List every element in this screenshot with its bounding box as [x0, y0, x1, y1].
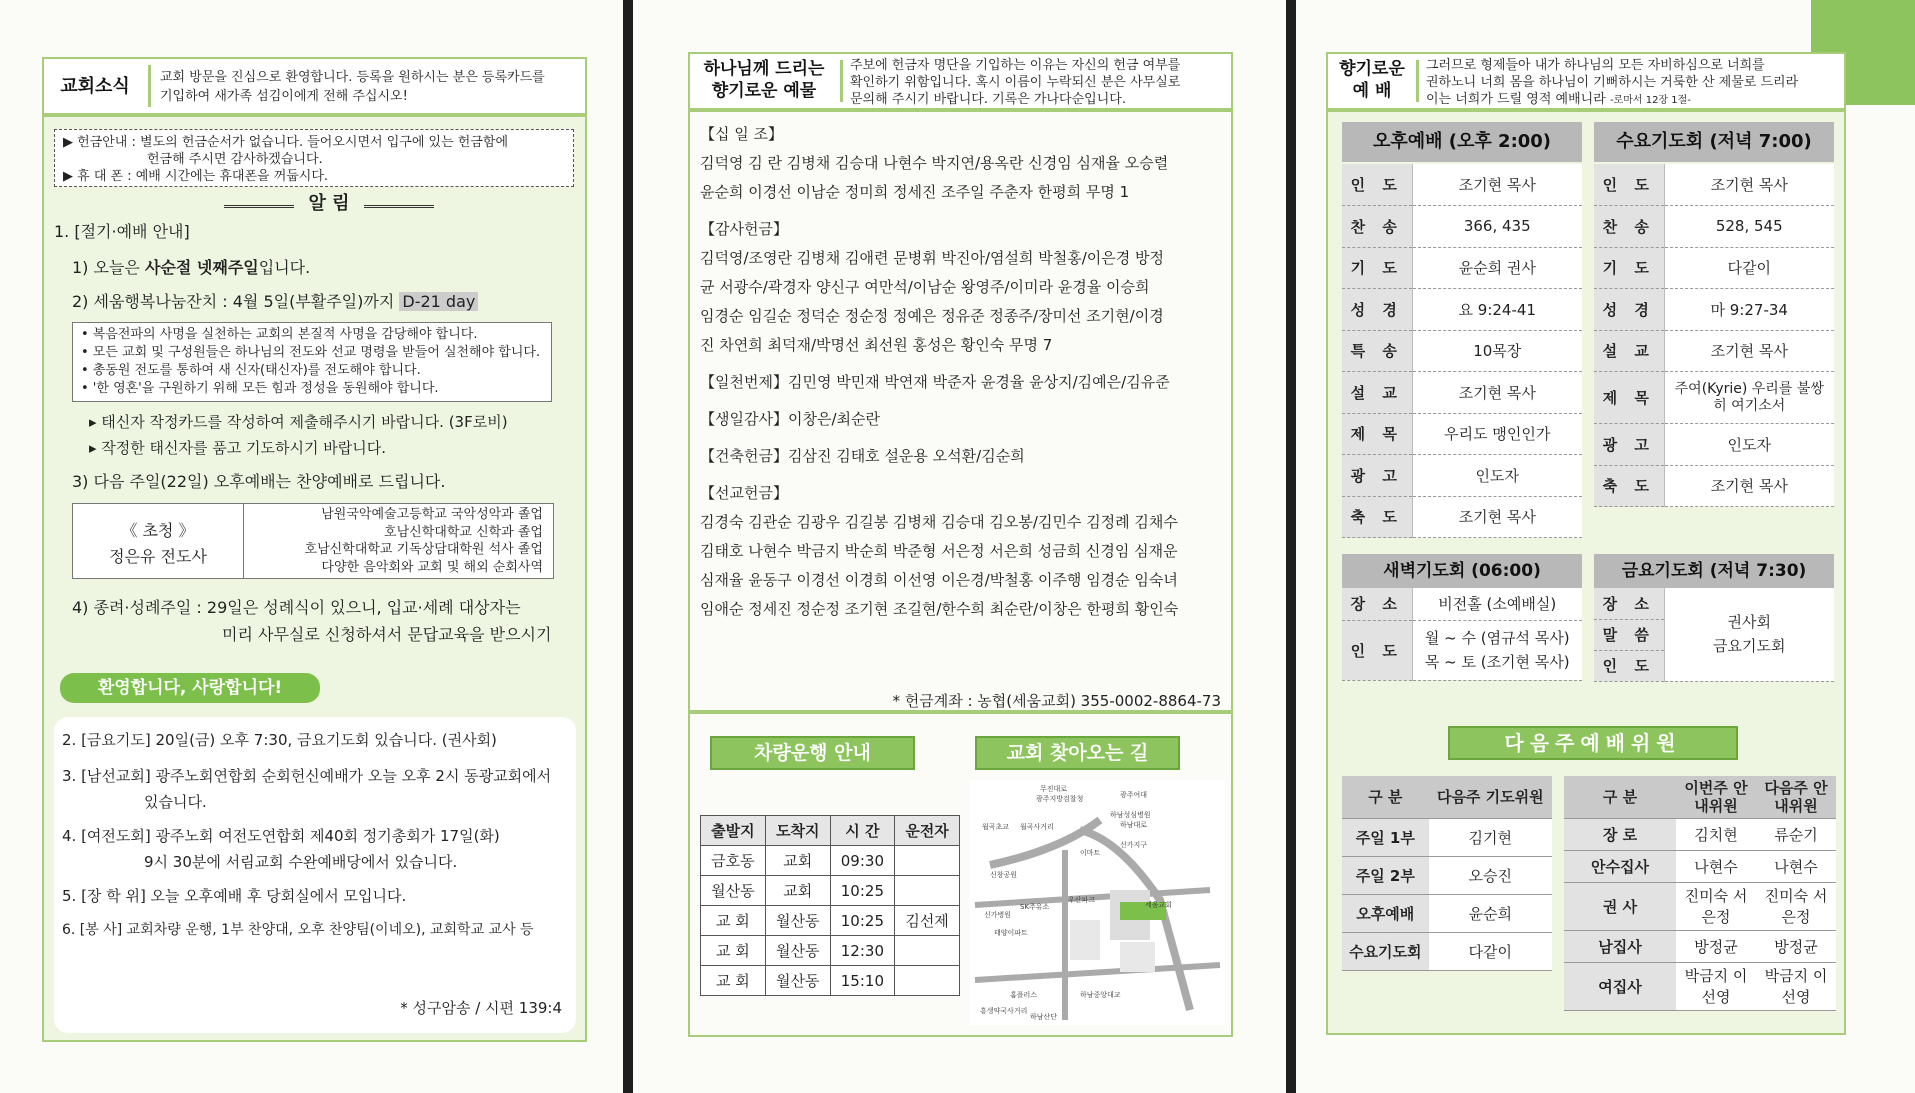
prayer-row — [1342, 894, 1552, 932]
usher-label: 권 사 — [1564, 882, 1676, 930]
offering-header-text-1: 주보에 헌금자 명단을 기입하는 이유는 자신의 헌금 여부를 — [850, 58, 1181, 73]
news-body — [42, 115, 587, 1042]
verse-text: 이는 너희가 드릴 영적 예배니라 — [1426, 92, 1606, 107]
invite-line-4: 다양한 음악회와 교회 및 해외 순회사역 — [321, 559, 543, 575]
usher-label: 남집사 — [1564, 930, 1676, 962]
pm-value: 윤순희 권사 — [1412, 247, 1582, 289]
item1-1 — [72, 259, 310, 277]
usher-row — [1564, 962, 1836, 1010]
prayer-value: 윤순희 — [1429, 894, 1552, 932]
offering-title-1: 하나님께 드리는 — [703, 59, 825, 79]
pm-label: 성 경 — [1342, 289, 1412, 331]
bus-cell: 금호동 — [701, 846, 766, 876]
notice-box — [54, 129, 574, 187]
offering-names: 김삼진 김태호 설운용 오석환/김순희 — [787, 447, 1025, 465]
item1-1-pre: 1) 오늘은 — [72, 258, 145, 277]
bus-cell: 교 회 — [701, 966, 766, 996]
dawn-row — [1342, 620, 1582, 680]
friday-prayer-table — [1594, 588, 1834, 682]
fri-value — [1664, 588, 1834, 681]
dawn-label: 장 소 — [1342, 588, 1412, 620]
map-label: 월곡사거리 — [1020, 823, 1054, 831]
offering-group-title: 【감사헌금】 — [700, 220, 788, 238]
wed-value: 다같이 — [1664, 247, 1834, 289]
invite-label-1: 《 초청 》 — [121, 521, 195, 540]
offering-names: 진 차연희 최덕재/박명선 최선원 홍성은 황인숙 무명 7 — [700, 336, 1053, 354]
notice-line-1: ▶ 헌금안내 : 별도의 헌금순서가 없습니다. 들어오시면서 입구에 있는 헌금함에 — [63, 135, 508, 150]
pm-row — [1342, 372, 1582, 414]
dawn-label: 인 도 — [1342, 620, 1412, 680]
offering-title-2: 향기로운 예물 — [711, 81, 817, 101]
pm-row — [1342, 206, 1582, 248]
bus-row — [701, 846, 960, 876]
bus-cell: 월산동 — [765, 906, 830, 936]
map-label: 흥생약국사거리 — [980, 1007, 1028, 1015]
wed-row — [1594, 164, 1834, 206]
dawn-lead-2: 목 ~ 토 (조기현 목사) — [1424, 653, 1570, 671]
usher-label: 장 로 — [1564, 818, 1676, 850]
usher-this: 나현수 — [1676, 850, 1756, 882]
map-label: 신가지구 — [1120, 841, 1148, 849]
news-item-6: 6. [봉 사] 교회차량 운행, 1부 찬양대, 오후 찬양팀(이네오), 교회학교 교사 등 — [62, 922, 534, 938]
usher-col-this: 이번주 안내위원 — [1676, 776, 1756, 818]
usher-label: 안수집사 — [1564, 850, 1676, 882]
wed-value: 조기현 목사 — [1664, 465, 1834, 507]
mission-bullets — [72, 322, 552, 402]
usher-next: 진미숙 서은정 — [1756, 882, 1836, 930]
bus-cell: 교회 — [765, 846, 830, 876]
news-header — [42, 57, 587, 115]
arrow-2: ▸ 작정한 태신자를 품고 기도하시기 바랍니다. — [89, 439, 386, 457]
prayer-row — [1342, 932, 1552, 970]
item1-title: 1. [절기·예배 안내] — [54, 222, 190, 241]
news-item-4-cont: 9시 30분에 서림교회 수완예배당에서 있습니다. — [144, 853, 458, 871]
usher-this: 김치현 — [1676, 818, 1756, 850]
pm-value: 인도자 — [1412, 455, 1582, 497]
dawn-lead-1: 월 ~ 수 (염규석 목사) — [1424, 629, 1570, 647]
bus-row — [701, 966, 960, 996]
friday-prayer-title: 금요기도회 (저녁 7:30) — [1594, 554, 1834, 588]
invite-box — [72, 503, 554, 579]
offering-names: 임경순 임길순 정덕순 정순정 정예은 정유준 정종주/장미선 조기현/이경 — [700, 307, 1164, 325]
panel-worship — [1296, 0, 1915, 1093]
map-label: 세움교회 — [1145, 901, 1173, 909]
bus-cell: 12:30 — [830, 936, 895, 966]
bus-cell: 10:25 — [830, 876, 895, 906]
map-label: 태양이파트 — [994, 929, 1028, 937]
usher-row — [1564, 818, 1836, 850]
offering-names: 심재율 윤동구 이경선 이경희 이선영 이은경/박철홍 이주행 임경순 임숙녀 — [700, 571, 1178, 589]
wed-row — [1594, 247, 1834, 289]
offering-header — [688, 52, 1233, 110]
usher-col-next: 다음주 안내위원 — [1756, 776, 1836, 818]
item1-2-text: 2) 세움행복나눔잔치 : 4월 5일(부활주일)까지 — [72, 292, 400, 311]
pm-label: 광 고 — [1342, 455, 1412, 497]
pm-row — [1342, 496, 1582, 538]
bullet-3: • 총동원 전도를 통하여 새 신자(태신자)를 전도해야 합니다. — [81, 363, 421, 378]
prayer-col-next: 다음주 기도위원 — [1429, 776, 1552, 818]
offering-group — [700, 120, 1220, 207]
offering-group-title: 【선교헌금】 — [700, 484, 788, 502]
usher-next: 박금지 이선영 — [1756, 962, 1836, 1010]
bus-row — [701, 876, 960, 906]
bus-cell: 10:25 — [830, 906, 895, 936]
wed-value: 528, 545 — [1664, 206, 1834, 248]
invite-line-1: 남원국악예술고등학교 국악성악과 졸업 — [321, 507, 543, 522]
next-week-staff-title: 다음주예배위원 — [1448, 726, 1738, 760]
map-title: 교회 찾아오는 길 — [975, 736, 1180, 770]
bullet-1: • 복음전파의 사명을 실천하는 교회의 본질적 사명을 감당해야 합니다. — [81, 327, 478, 342]
pm-label: 특 송 — [1342, 330, 1412, 372]
transport-section — [688, 712, 1233, 1037]
usher-col-kind: 구 분 — [1564, 776, 1676, 818]
offering-names: 이창은/최순란 — [787, 410, 880, 428]
dawn-prayer-title: 새벽기도회 (06:00) — [1342, 554, 1582, 588]
bus-cell — [895, 936, 960, 966]
usher-row — [1564, 882, 1836, 930]
bus-table — [700, 815, 960, 996]
offering-list — [700, 120, 1220, 632]
wed-value: 인도자 — [1664, 424, 1834, 466]
item1-4a: 4) 종려·성례주일 : 29일은 성례식이 있으니, 입교·세례 대상자는 — [72, 598, 521, 617]
pm-value: 366, 435 — [1412, 206, 1582, 248]
map-label: 이마트 — [1080, 849, 1101, 857]
prayer-value: 김기현 — [1429, 818, 1552, 856]
offering-names: 김경숙 김관순 김광우 김길봉 김병채 김승대 김오봉/김민수 김정례 김채수 — [700, 513, 1178, 531]
offering-names: 김민영 박민재 박연재 박준자 윤경율 윤상지/김예은/김유준 — [787, 373, 1170, 391]
dawn-value: 비전홀 (소예배실) — [1412, 588, 1582, 620]
prayer-label: 오후예배 — [1342, 894, 1429, 932]
bus-row — [701, 906, 960, 936]
church-map — [970, 780, 1225, 1025]
item1-2 — [72, 293, 478, 311]
map-label: 광주지방검찰청 — [1036, 795, 1084, 803]
welcome-badge: 환영합니다, 사랑합니다! — [60, 673, 320, 703]
usher-label: 여집사 — [1564, 962, 1676, 1010]
bus-cell: 월산동 — [765, 966, 830, 996]
news-item-3-cont: 있습니다. — [144, 793, 207, 811]
invite-line-2: 호남신학대학교 신학과 졸업 — [384, 524, 543, 540]
pm-label: 제 목 — [1342, 413, 1412, 455]
bus-title: 차량운행 안내 — [710, 736, 915, 770]
map-label: 무진대로 — [1040, 785, 1068, 793]
bus-cell — [895, 846, 960, 876]
pm-row — [1342, 247, 1582, 289]
wed-label: 인 도 — [1594, 164, 1664, 206]
pm-value: 우리도 맹인인가 — [1412, 413, 1582, 455]
prayer-value: 다같이 — [1429, 932, 1552, 970]
pm-row — [1342, 413, 1582, 455]
bus-table-header — [701, 816, 960, 846]
pm-value: 요 9:24-41 — [1412, 289, 1582, 331]
news-header-text-1: 교회 방문을 진심으로 환영합니다. 등록을 원하시는 분은 등록카드를 — [160, 70, 545, 85]
fri-label: 인 도 — [1594, 650, 1664, 681]
usher-this: 박금지 이선영 — [1676, 962, 1756, 1010]
prayer-team-table — [1342, 776, 1552, 971]
pm-row — [1342, 289, 1582, 331]
wed-label: 설 교 — [1594, 330, 1664, 372]
wed-value: 조기현 목사 — [1664, 164, 1834, 206]
wed-label: 성 경 — [1594, 289, 1664, 331]
usher-next: 방정균 — [1756, 930, 1836, 962]
bus-cell: 15:10 — [830, 966, 895, 996]
pm-label: 축 도 — [1342, 496, 1412, 538]
arrow-1: ▸ 태신자 작정카드를 작성하여 제출해주시기 바랍니다. (3F로비) — [89, 413, 508, 431]
offering-group-title: 【건축헌금】 — [700, 447, 788, 465]
usher-next: 류순기 — [1756, 818, 1836, 850]
pm-value: 조기현 목사 — [1412, 372, 1582, 414]
pm-label: 기 도 — [1342, 247, 1412, 289]
wed-row — [1594, 424, 1834, 466]
bus-row — [701, 936, 960, 966]
map-label: 월곡초교 — [982, 823, 1010, 831]
offering-group-title: 【십 일 조】 — [700, 125, 784, 143]
wed-row — [1594, 330, 1834, 372]
wed-service-title: 수요기도회 (저녁 7:00) — [1594, 122, 1834, 162]
prayer-row — [1342, 856, 1552, 894]
prayer-value: 오승진 — [1429, 856, 1552, 894]
prayer-label: 수요기도회 — [1342, 932, 1429, 970]
bus-col-driver: 운전자 — [895, 816, 960, 846]
offering-names: 김덕영/조영란 김병채 김애련 문병휘 박진아/염설희 박철홍/이은경 방정 — [700, 249, 1164, 267]
news-item-2: 2. [금요기도] 20일(금) 오후 7:30, 금요기도회 있습니다. (권사회) — [62, 731, 497, 749]
worship-header-text-1: 그러므로 형제들아 내가 하나님의 모든 자비하심으로 너희를 — [1426, 58, 1765, 73]
map-label: SK주유소 — [1020, 903, 1050, 911]
item1-1-bold: 사순절 넷째주일 — [144, 258, 259, 277]
pm-value: 10목장 — [1412, 330, 1582, 372]
news-item-4: 4. [여전도회] 광주노회 여전도연합회 제40회 정기총회가 17일(화) — [62, 827, 500, 845]
wed-label: 제 목 — [1594, 372, 1664, 424]
item1-4b: 미리 사무실로 신청하셔서 문답교육을 받으시기 — [222, 625, 552, 644]
item1-1-post: 입니다. — [258, 258, 311, 277]
pm-value: 조기현 목사 — [1412, 496, 1582, 538]
wed-value: 마 9:27-34 — [1664, 289, 1834, 331]
pm-service-title: 오후예배 (오후 2:00) — [1342, 122, 1582, 162]
wed-row — [1594, 465, 1834, 507]
worship-body — [1326, 110, 1846, 1035]
bus-cell: 교 회 — [701, 936, 766, 966]
wed-row — [1594, 206, 1834, 248]
panel-church-news — [0, 0, 623, 1093]
bus-cell: 월산동 — [765, 936, 830, 966]
offering-group — [700, 442, 1220, 471]
offering-body — [688, 110, 1233, 712]
map-label: 하남대로 — [1120, 821, 1148, 829]
account-number: * 헌금계좌 : 농협(세움교회) 355-0002-8864-73 — [892, 692, 1221, 710]
bullet-2: • 모든 교회 및 구성원들은 하나님의 전도와 선교 명령을 받들어 실천해야 합니다. — [81, 345, 541, 360]
dawn-row — [1342, 588, 1582, 620]
map-label: 하남성심병원 — [1110, 811, 1151, 819]
panel-offerings — [633, 0, 1286, 1093]
fri-label: 장 소 — [1594, 588, 1664, 619]
pm-row — [1342, 164, 1582, 206]
map-label: 하남중앙대교 — [1080, 991, 1121, 999]
notice-line-2: 헌금해 주시면 감사하겠습니다. — [147, 152, 323, 167]
offering-names: 균 서광수/곽경자 양신구 여만석/이남순 왕영주/이미라 윤경율 이승희 — [700, 278, 1150, 296]
map-roads — [970, 780, 1225, 1025]
bus-cell: 김선제 — [895, 906, 960, 936]
dday-tag: D-21 day — [399, 292, 478, 311]
worship-header — [1326, 52, 1846, 110]
bullet-4: • '한 영혼'을 구원하기 위해 모든 힘과 정성을 동원해야 합니다. — [81, 381, 439, 396]
offering-header-text-3: 문의해 주시기 바랍니다. 기록은 가나다순입니다. — [850, 92, 1126, 107]
bus-cell — [895, 966, 960, 996]
news-title: 교회소식 — [60, 76, 130, 97]
dawn-prayer-table — [1342, 588, 1582, 681]
usher-next: 나현수 — [1756, 850, 1836, 882]
wed-label: 광 고 — [1594, 424, 1664, 466]
offering-group-title: 【일천번제】 — [700, 373, 788, 391]
usher-this: 진미숙 서은정 — [1676, 882, 1756, 930]
wed-row — [1594, 289, 1834, 331]
prayer-label: 주일 2부 — [1342, 856, 1429, 894]
worship-title-2: 예 배 — [1352, 81, 1392, 101]
news-item-3: 3. [남선교회] 광주노회연합회 순회헌신예배가 오늘 오후 2시 동광교회에서 — [62, 767, 552, 785]
worship-header-text-2: 권하노니 너희 몸을 하나님이 기뻐하시는 거룩한 산 제물로 드리라 — [1426, 75, 1799, 90]
alrim-left-rule — [224, 205, 294, 208]
bus-cell — [895, 876, 960, 906]
wed-value: 주여(Kyrie) 우리를 불쌍히 여기소서 — [1664, 372, 1834, 424]
pm-row — [1342, 455, 1582, 497]
map-label: 신창공원 — [990, 871, 1018, 879]
worship-header-text-3 — [1426, 91, 1691, 109]
pm-service-table — [1342, 164, 1582, 538]
invite-lines — [305, 506, 543, 576]
bus-cell: 교 회 — [701, 906, 766, 936]
usher-team-table — [1564, 776, 1836, 1011]
offering-group — [700, 215, 1220, 360]
offering-group-title: 【생일감사】 — [700, 410, 788, 428]
bus-col-from: 출발지 — [701, 816, 766, 846]
alrim-title: 알 림 — [308, 193, 350, 214]
pm-label: 인 도 — [1342, 164, 1412, 206]
offering-group — [700, 405, 1220, 434]
offering-names: 김덕영 김 란 김병채 김승대 나현수 박지연/용옥란 신경임 심재율 오승렬 — [700, 154, 1169, 172]
fri-label: 말 씀 — [1594, 619, 1664, 650]
pm-value: 조기현 목사 — [1412, 164, 1582, 206]
offering-group — [700, 479, 1220, 624]
wed-row — [1594, 372, 1834, 424]
prayer-row — [1342, 818, 1552, 856]
wed-value: 조기현 목사 — [1664, 330, 1834, 372]
item1-3: 3) 다음 주일(22일) 오후예배는 찬양예배로 드립니다. — [72, 472, 446, 491]
verse-ref: -로마서 12장 1절- — [1609, 95, 1691, 106]
usher-row — [1564, 850, 1836, 882]
wed-label: 축 도 — [1594, 465, 1664, 507]
usher-row — [1564, 930, 1836, 962]
map-label: 하남산단 — [1030, 1013, 1058, 1021]
offering-names: 김태호 나현수 박금지 박순희 박준형 서은정 서은희 성금희 신경임 심재운 — [700, 542, 1178, 560]
bus-cell: 교회 — [765, 876, 830, 906]
bus-col-time: 시 간 — [830, 816, 895, 846]
offering-names: 윤순희 이경선 이남순 정미희 정세진 조주일 주춘자 한평희 무명 1 — [700, 183, 1130, 201]
pm-label: 설 교 — [1342, 372, 1412, 414]
map-label: 신가병원 — [984, 911, 1012, 919]
wed-label: 기 도 — [1594, 247, 1664, 289]
prayer-header — [1342, 776, 1552, 818]
worship-title-1: 향기로운 — [1339, 59, 1405, 79]
pm-row — [1342, 330, 1582, 372]
prayer-col-kind: 구 분 — [1342, 776, 1429, 818]
pm-label: 찬 송 — [1342, 206, 1412, 248]
wed-service-table — [1594, 164, 1834, 507]
news-list — [54, 717, 576, 1033]
bus-cell: 월산동 — [701, 876, 766, 906]
bus-col-to: 도착지 — [765, 816, 830, 846]
fri-row — [1594, 588, 1834, 619]
news-header-text-2: 기입하여 새가족 섬김이에게 전해 주십시오! — [160, 89, 408, 104]
offering-names: 임애순 정세진 정순정 조기현 조길현/한수희 최순란/이창은 한평희 황인숙 — [700, 600, 1179, 618]
fri-value-1: 권사회 — [1727, 613, 1771, 632]
news-item-5: 5. [장 학 위] 오늘 오후예배 후 당회실에서 모입니다. — [62, 887, 407, 905]
alrim-right-rule — [364, 205, 434, 208]
bus-cell: 09:30 — [830, 846, 895, 876]
map-label: 홈플러스 — [1010, 991, 1038, 999]
wed-label: 찬 송 — [1594, 206, 1664, 248]
invite-line-3: 호남신학대학교 기독상담대학원 석사 졸업 — [304, 542, 543, 557]
notice-line-3: ▶ 휴 대 폰 : 예배 시간에는 휴대폰을 꺼둡시다. — [63, 169, 329, 184]
map-label: 광주여대 — [1120, 791, 1148, 799]
usher-this: 방정균 — [1676, 930, 1756, 962]
dawn-value — [1412, 620, 1582, 680]
memory-verse: * 성구암송 / 시편 139:4 — [400, 999, 562, 1017]
prayer-label: 주일 1부 — [1342, 818, 1429, 856]
offering-header-text-2: 확인하기 위함입니다. 혹시 이름이 누락되신 분은 사무실로 — [850, 75, 1181, 90]
usher-header — [1564, 776, 1836, 818]
invite-label-2: 정은유 전도사 — [109, 547, 207, 566]
fri-value-2: 금요기도회 — [1713, 637, 1786, 656]
map-label: 우산파크 — [1068, 896, 1096, 904]
offering-group — [700, 368, 1220, 397]
